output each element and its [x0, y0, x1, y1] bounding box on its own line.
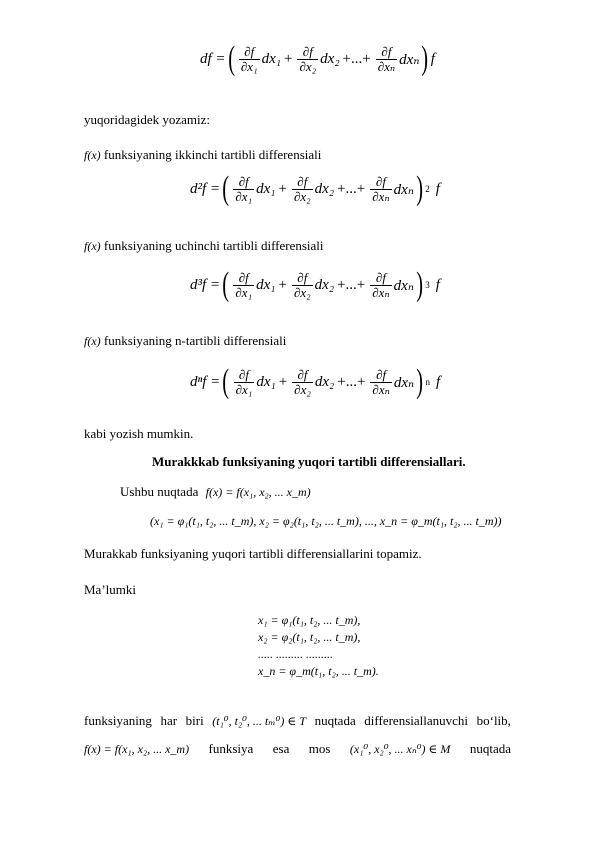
section-heading: Murakkkab funksiyaning yuqori tartibli differensiallari.: [152, 454, 466, 469]
known-line: Ma’lumki: [84, 582, 136, 597]
fraction: $\frac{\partial f}{\text{∂x₁}}$: [240, 43, 258, 74]
formula-nth-differential: dⁿf = ( $\frac{\partial f}{\text{∂x₁}}$ dx₁ + $\frac{\partial f}{\text{∂x₂}}$ dx₂ +...+ $\frac{\partial f}{\text{∂xₙ}}$ dxₙ ) n f: [190, 363, 441, 400]
intro-line: yuqoridagidek yozamiz:: [84, 112, 210, 127]
formula-second-differential: d²f = ( $\frac{\partial f}{\text{∂x₁}}$ dx₁ + $\frac{\partial f}{\text{∂x₂}}$ dx₂ +...+ $\frac{\partial f}{\text{∂xₙ}}$ dxₙ ) 2 f: [190, 170, 440, 207]
formula-lhs: df =: [200, 50, 226, 67]
formula-first-differential: df = ( $\frac{\partial f}{\text{∂x₁}}$ dx₁ + $\frac{\partial f}{\text{∂x₂}}$ dx₂ +...+ $\frac{\partial f}{\text{∂xₙ}}$ dxₙ ) f: [200, 40, 435, 77]
right-paren: ): [421, 40, 429, 77]
fraction: $\frac{\partial f}{\text{∂x₂}}$: [299, 43, 317, 74]
paragraph-line-2: f(x) = f(x₁, x₂, ... x_m) funksiya esa mos (x₁⁰, x₂⁰, ... xₙ⁰) ∈ M nuqtada: [84, 741, 511, 756]
second-order-line: f(x) funksiyaning ikkinchi tartibli differensiali: [84, 147, 322, 162]
can-write-line: kabi yozish mumkin.: [84, 426, 194, 441]
formula-third-differential: d³f = ( $\frac{\partial f}{\text{∂x₁}}$ dx₁ + $\frac{\partial f}{\text{∂x₂}}$ dx₂ +...+ $\frac{\partial f}{\text{∂xₙ}}$ dxₙ ) 3 f: [190, 266, 440, 303]
fraction: $\frac{\partial f}{\text{∂xₙ}}$: [377, 43, 396, 74]
paragraph-line-1: funksiyaning har biri (t₁⁰, t₂⁰, ... tₘ⁰) ∈ T nuqtada differensiallanuvchi bo‘lib,: [84, 713, 511, 728]
system-row: x₁ = φ₁(t₁, t₂, ... t_m),: [258, 613, 361, 627]
nth-order-line: f(x) funksiyaning n-tartibli differensiali: [84, 333, 287, 348]
third-order-line: f(x) funksiyaning uchinchi tartibli differensiali: [84, 238, 324, 253]
system-of-equations: [258, 612, 379, 680]
left-paren: (: [227, 40, 235, 77]
system-row: x₂ = φ₂(t₁, t₂, ... t_m),: [258, 630, 361, 644]
system-row: x_n = φ_m(t₁, t₂, ... t_m).: [258, 664, 379, 678]
system-row: ..... ......... .........: [258, 647, 333, 661]
substitution-formula: (x₁ = φ₁(t₁, t₂, ... t_m), x₂ = φ₂(t₁, t₂, ... t_m), ..., x_n = φ_m(t₁, t₂, ... t_m)): [150, 514, 502, 528]
given-point-line: Ushbu nuqtada f(x) = f(x₁, x₂, ... x_m): [120, 484, 311, 499]
task-line: Murakkab funksiyaning yuqori tartibli differensiallarini topamiz.: [84, 546, 422, 561]
